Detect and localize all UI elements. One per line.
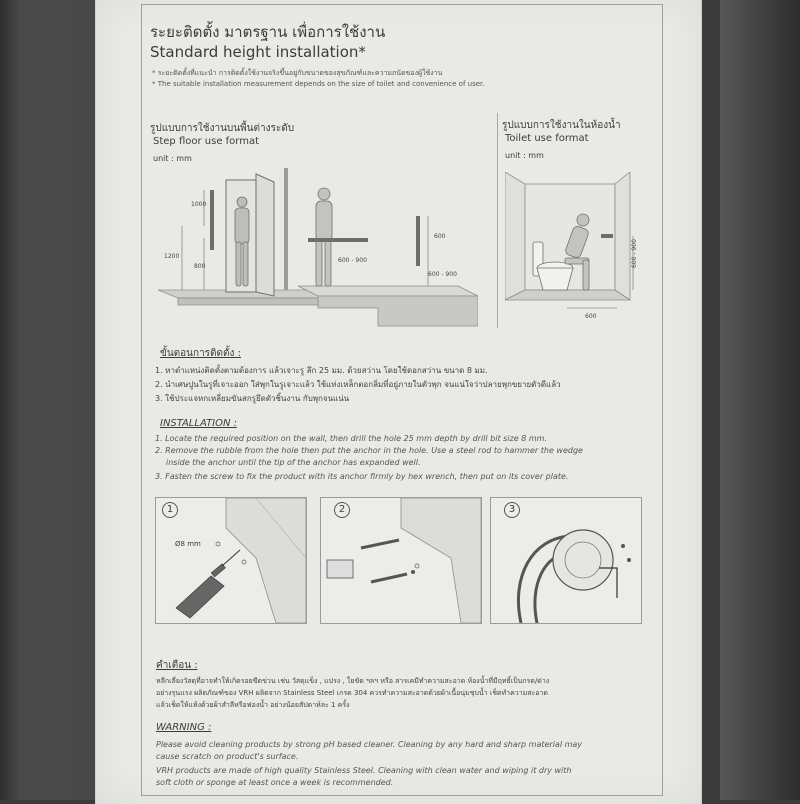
dim-toilet-width: 600 xyxy=(585,313,597,320)
toilet-title-thai: รูปแบบการใช้งานในห้องน้ำ xyxy=(502,120,621,131)
note-thai: * ระยะติดตั้งที่แนะนำ การติดตั้งใช้งานจริงขึ้นอยู่กับขนาดของสุขภัณฑ์และความถนัดของผู้ใช้งาน xyxy=(152,69,443,77)
warning-th-line-3: แล้วเช็ดให้แห้งด้วยผ้าสำลีหรือฟองน้ำ อย่างน้อยสัปดาห์ละ 1 ครั้ง xyxy=(156,701,350,709)
install-step-en-3: 3. Fasten the screw to fix the product with its anchor firmly by hex wrench, then put on its cover plate. xyxy=(155,472,569,481)
dim-1000: 1000 xyxy=(191,201,207,208)
warning-heading-english: WARNING : xyxy=(156,722,212,733)
dim-toilet-height: 600 - 900 xyxy=(631,239,638,268)
warning-en-line-1: Please avoid cleaning products by strong pH based cleaner. Cleaning by any hard and sharp material may xyxy=(156,740,583,749)
warning-th-line-1: หลีกเลี่ยงวัสดุที่อาจทำให้เกิดรอยขีดข่วน เช่น วัสดุแข็ง , แปรง , ใยขัด ฯลฯ หรือ สารเคมีทำความสะอาด ห้องน้ำที่มีฤทธิ์เป็นกรด/ด่าง xyxy=(156,677,550,685)
dim-1200: 1200 xyxy=(164,253,180,260)
warning-en-line-2: cause scratch on product's surface. xyxy=(156,752,299,761)
step-panel-1 xyxy=(155,497,307,624)
step-floor-diagram xyxy=(158,168,478,330)
install-step-th-1: 1. หาตำแหน่งติดตั้งตามต้องการ แล้วเจาะรู ลึก 25 มม. ด้วยสว่าน โดยใช้ดอกสว่าน ขนาด 8 มม. xyxy=(155,366,488,375)
install-step-en-1: 1. Locate the required position on the wall, then drill the hole 25 mm depth by drill bit size 8 mm. xyxy=(155,434,547,443)
toilet-title-english: Toilet use format xyxy=(505,133,589,144)
toilet-diagram xyxy=(505,172,645,322)
install-heading-thai: ขั้นตอนการติดตั้ง : xyxy=(160,348,241,359)
section-divider xyxy=(497,113,498,328)
warning-en-line-4: soft cloth or sponge at least once a week is recommended. xyxy=(156,778,394,787)
step-floor-title-english: Step floor use format xyxy=(153,136,260,147)
title-thai: ระยะติดตั้ง มาตรฐาน เพื่อการใช้งาน xyxy=(150,23,386,41)
install-step-en-2b: inside the anchor until the tip of the anchor has expanded well. xyxy=(166,458,421,467)
drill-size-label: Ø8 mm xyxy=(175,540,201,548)
warning-en-line-3: VRH products are made of high quality Stainless Steel. Cleaning with clean water and wiping it dry with xyxy=(156,766,572,775)
title-english: Standard height installation* xyxy=(150,43,366,61)
step-label-2: 2 xyxy=(334,502,350,518)
dim-600-900-b: 600 - 900 xyxy=(428,271,457,278)
dim-600-900-a: 600 - 900 xyxy=(338,257,367,264)
warning-heading-thai: คำเตือน : xyxy=(156,660,198,671)
step-label-1: 1 xyxy=(162,502,178,518)
dim-800-a: 800 xyxy=(194,263,206,270)
install-step-en-2: 2. Remove the rubble from the hole then put the anchor in the hole. Use a steel rod to hammer the wedge xyxy=(155,446,583,455)
install-heading-english: INSTALLATION : xyxy=(160,418,238,429)
install-step-th-2: 2. นำเศษปูนในรูที่เจาะออก ใส่พุกในรูเจาะแล้ว ใช้แท่งเหล็กตอกลิ่มที่อยู่ภายในตัวพุก จนแน่ใจว่าปลายพุกขยายตัวดีแล้ว xyxy=(155,380,561,389)
install-step-th-3: 3. ใช้ประแจหกเหลี่ยมขันสกรูยึดตัวชิ้นงาน กับพุกจนแน่น xyxy=(155,394,350,403)
note-english: * The suitable installation measurement depends on the size of toilet and convenience of user. xyxy=(152,80,485,88)
toilet-unit: unit : mm xyxy=(505,151,544,160)
step-floor-title-thai: รูปแบบการใช้งานบนพื้นต่างระดับ xyxy=(150,123,295,134)
frame-right-edge xyxy=(720,0,800,800)
step-label-3: 3 xyxy=(504,502,520,518)
dim-600-right: 600 xyxy=(434,233,446,240)
step-floor-unit: unit : mm xyxy=(153,154,192,163)
warning-th-line-2: อย่างรุนแรง ผลิตภัณฑ์ของ VRH ผลิตจาก Stainless Steel เกรด 304 ควรทำความสะอาดด้วยผ้าเนื้อนุ่มชุบน้ำ เช็ดทำความสะอาด xyxy=(156,689,548,697)
